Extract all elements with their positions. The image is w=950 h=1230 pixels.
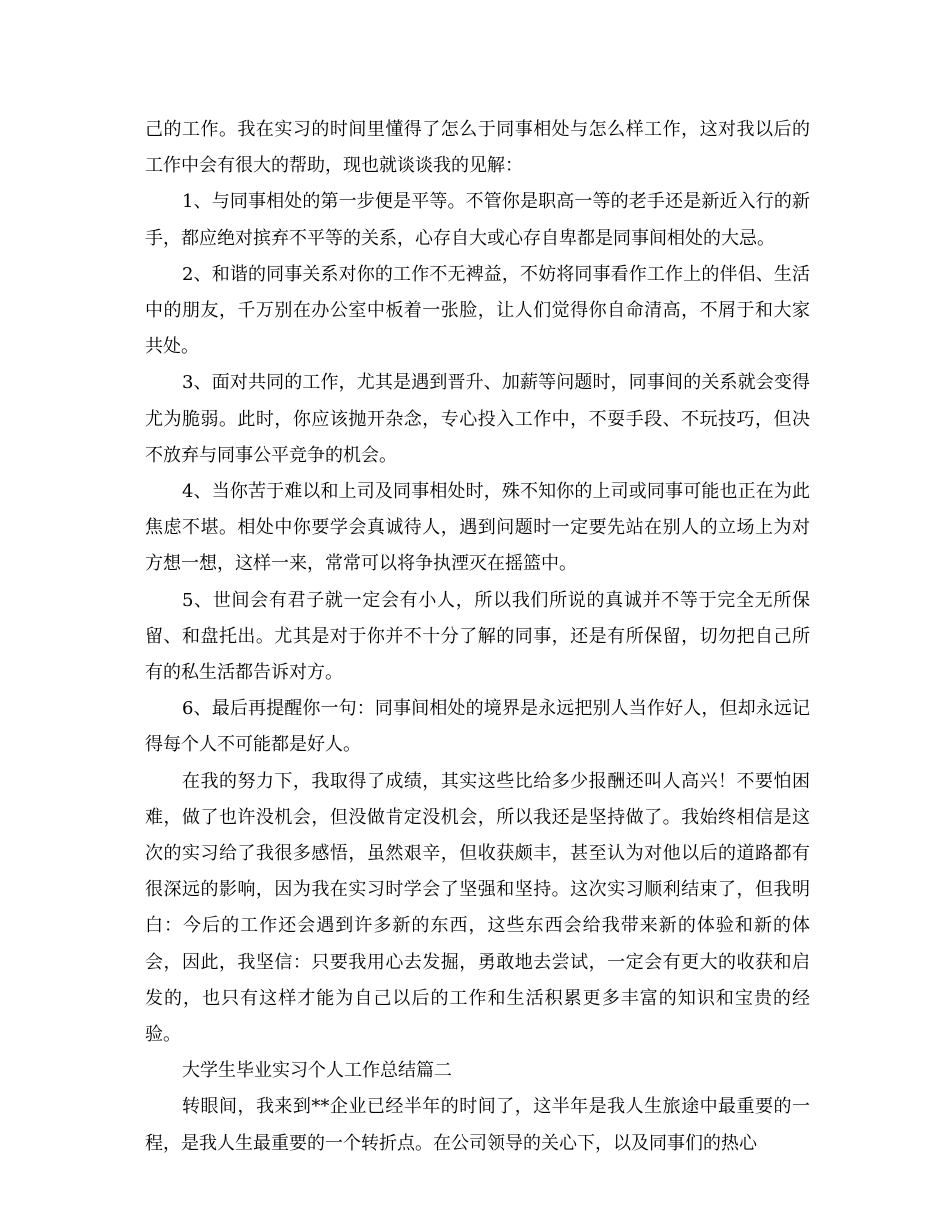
paragraph-conclusion: 在我的努力下，我取得了成绩，其实这些比给多少报酬还叫人高兴！不要怕困难，做了也许没机会，但没做肯定没机会，所以我还是坚持做了。我始终相信是这次的实习给了我很多感悟，虽然艰辛，但收获颇丰，甚至认为对他以后的道路都有很深远的影响，因为我在实习时学会了坚强和坚持。这次实习顺利结束了，但我明白：今后的工作还会遇到许多新的东西，这些东西会给我带来新的体验和新的体会，因此，我坚信：只要我用心去发掘，勇敢地去尝试，一定会有更大的收获和启发的，也只有这样才能为自己以后的工作和生活积累更多丰富的知识和宝贵的经验。 [145,770,810,1046]
paragraph-point-1: 1、与同事相处的第一步便是平等。不管你是职高一等的老手还是新近入行的新手，都应绝对摈弃不平等的关系，心存自大或心存自卑都是同事间相处的大忌。 [145,191,810,249]
paragraph-point-6: 6、最后再提醒你一句：同事间相处的境界是永远把别人当作好人，但却永远记得每个人不可能都是好人。 [145,698,810,756]
document-page [145,112,810,1162]
paragraph-point-4: 4、当你苦于难以和上司及同事相处时，殊不知你的上司或同事可能也正在为此焦虑不堪。相处中你要学会真诚待人，遇到问题时一定要先站在别人的立场上为对方想一想，这样一来，常常可以将争执湮灭在摇篮中。 [145,481,810,575]
paragraph-continuation: 己的工作。我在实习的时间里懂得了怎么于同事相处与怎么样工作，这对我以后的工作中会有很大的帮助，现也就谈谈我的见解： [145,119,810,177]
paragraph-point-2: 2、和谐的同事关系对你的工作不无裨益，不妨将同事看作工作上的伴侣、生活中的朋友，千万别在办公室中板着一张脸，让人们觉得你自命清高，不屑于和大家共处。 [145,263,810,358]
paragraph-point-3: 3、面对共同的工作，尤其是遇到晋升、加薪等问题时，同事间的关系就会变得尤为脆弱。此时，你应该抛开杂念，专心投入工作中，不耍手段、不玩技巧，但决不放弃与同事公平竞争的机会。 [145,372,810,466]
paragraph-intro-part-two: 转眼间，我来到**企业已经半年的时间了，这半年是我人生旅途中最重要的一程，是我人生最重要的一个转折点。在公司领导的关心下，以及同事们的热心 [145,1096,810,1154]
paragraph-point-5: 5、世间会有君子就一定会有小人，所以我们所说的真诚并不等于完全无所保留、和盘托出。尤其是对于你并不十分了解的同事，还是有所保留，切勿把自己所有的私生活都告诉对方。 [145,589,810,684]
section-heading: 大学生毕业实习个人工作总结篇二 [182,1060,452,1082]
